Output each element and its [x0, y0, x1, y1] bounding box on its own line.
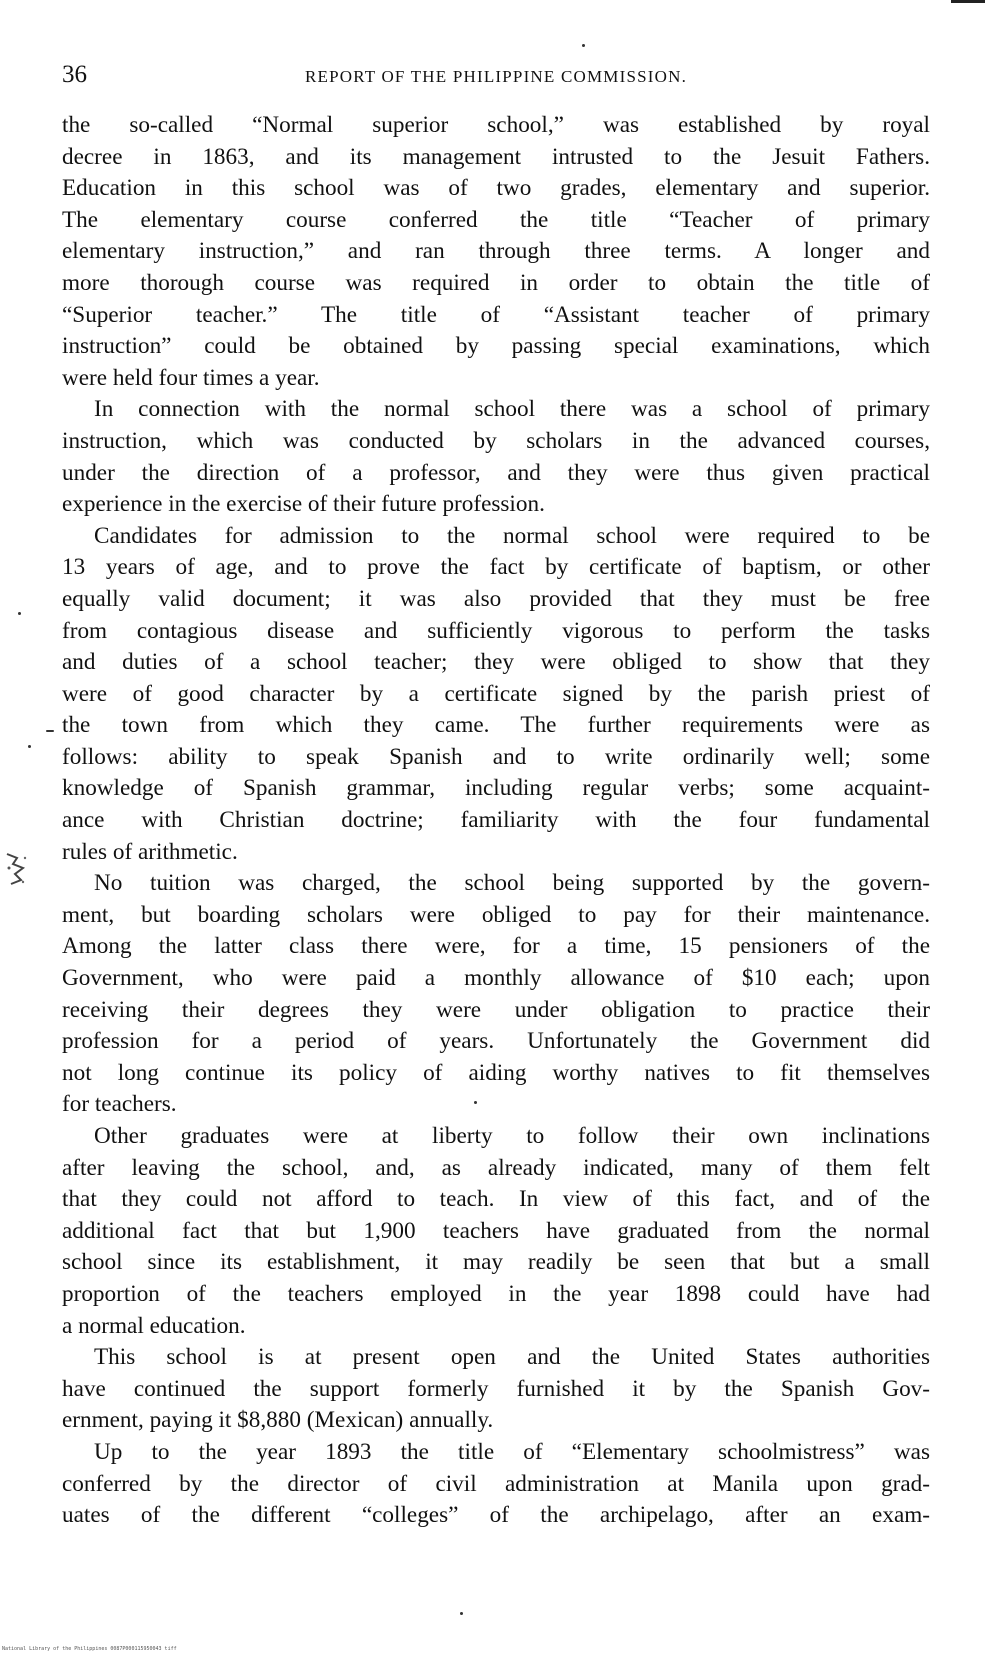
text-line: from contagious disease and sufficiently vigorous to perform the tasks — [62, 617, 930, 644]
text-line: No tuition was charged, the school being supported by the govern- — [94, 870, 930, 897]
text-line: for teachers. — [62, 1091, 177, 1118]
text-line: after leaving the school, and, as already indicated, many of them felt — [62, 1154, 930, 1181]
paragraph — [62, 110, 930, 394]
text-line: equally valid document; it was also provided that they must be free — [62, 585, 930, 612]
paragraph — [62, 521, 930, 869]
scan-edge-mark — [951, 0, 985, 3]
text-line: Among the latter class there were, for a time, 15 pensioners of the — [62, 933, 930, 960]
margin-ink-mark-icon — [3, 848, 31, 888]
text-line: knowledge of Spanish grammar, including regular verbs; some acquaint- — [62, 775, 930, 802]
text-line: instruction, which was conducted by scholars in the advanced courses, — [62, 427, 930, 454]
text-line: ance with Christian doctrine; familiarity with the four fundamental — [62, 807, 930, 834]
text-line: the so-called “Normal superior school,” was established by royal — [62, 112, 930, 138]
text-line: Government, who were paid a monthly allowance of $10 each; upon — [62, 965, 930, 992]
text-line: under the direction of a professor, and they were thus given practical — [62, 459, 930, 486]
text-line: Education in this school was of two grades, elementary and superior. — [62, 175, 930, 202]
text-line: uates of the different “colleges” of the archipelago, after an exam- — [62, 1502, 930, 1529]
text-line: a normal education. — [62, 1312, 246, 1339]
text-line: “Superior teacher.” The title of “Assistant teacher of primary — [62, 301, 930, 328]
text-line: follows: ability to speak Spanish and to write ordinarily well; some — [62, 743, 930, 770]
ink-speck — [582, 44, 585, 47]
paragraph — [62, 868, 930, 1121]
text-line: 13 years of age, and to prove the fact by certificate of baptism, or other — [62, 554, 930, 581]
text-line: were of good character by a certificate signed by the parish priest of — [62, 680, 930, 707]
text-line: were held four times a year. — [62, 364, 320, 391]
text-line: additional fact that but 1,900 teachers have graduated from the normal — [62, 1217, 930, 1244]
text-line: have continued the support formerly furnished it by the Spanish Gov- — [62, 1375, 930, 1402]
ink-speck — [474, 1101, 477, 1104]
text-line: Candidates for admission to the normal school were required to be — [94, 522, 930, 549]
text-line: elementary instruction,” and ran through three terms. A longer and — [62, 238, 930, 265]
page-header — [62, 60, 930, 96]
paragraph — [62, 1121, 930, 1342]
text-line: Other graduates were at liberty to follow their own inclinations — [94, 1123, 930, 1149]
text-line: conferred by the director of civil administration at Manila upon grad- — [62, 1470, 930, 1497]
paragraph — [62, 1437, 930, 1532]
text-line: not long continue its policy of aiding worthy natives to fit themselves — [62, 1059, 930, 1086]
text-line: school since its establishment, it may readily be seen that but a small — [62, 1249, 930, 1276]
ink-speck — [18, 612, 21, 615]
text-line: and duties of a school teacher; they were obliged to show that they — [62, 649, 930, 676]
body-text — [62, 110, 930, 1532]
text-line: receiving their degrees they were under obligation to practice their — [62, 996, 930, 1023]
text-line: rules of arithmetic. — [62, 838, 238, 865]
ink-speck — [28, 745, 31, 748]
text-line: more thorough course was required in order to obtain the title of — [62, 269, 930, 296]
paragraph — [62, 394, 930, 520]
running-title: REPORT OF THE PHILIPPINE COMMISSION. — [304, 67, 688, 86]
text-line: Up to the year 1893 the title of “Elementary schoolmistress” was — [94, 1438, 930, 1465]
text-line: ernment, paying it $8,880 (Mexican) annually. — [62, 1407, 494, 1434]
text-line: instruction” could be obtained by passing special examinations, which — [62, 333, 930, 360]
paragraph — [62, 1342, 930, 1437]
scan-footer-note: National Library of the Philippines 0087P000115950043 tiff — [2, 1646, 177, 1652]
text-line: experience in the exercise of their future profession. — [62, 491, 545, 518]
text-line: the town from which they came. The further requirements were as — [62, 712, 930, 739]
text-line: In connection with the normal school there was a school of primary — [94, 396, 930, 423]
ink-speck — [46, 730, 54, 732]
text-line: decree in 1863, and its management intrusted to the Jesuit Fathers. — [62, 143, 930, 170]
text-line: ment, but boarding scholars were obliged to pay for their maintenance. — [62, 901, 930, 928]
text-line: that they could not afford to teach. In view of this fact, and of the — [62, 1186, 930, 1213]
ink-speck — [460, 1612, 463, 1615]
text-line: profession for a period of years. Unfortunately the Government did — [62, 1028, 930, 1055]
text-line: proportion of the teachers employed in the year 1898 could have had — [62, 1280, 930, 1307]
text-line: This school is at present open and the United States authorities — [94, 1344, 930, 1371]
page-number: 36 — [62, 61, 87, 88]
text-line: The elementary course conferred the title “Teacher of primary — [62, 206, 930, 233]
